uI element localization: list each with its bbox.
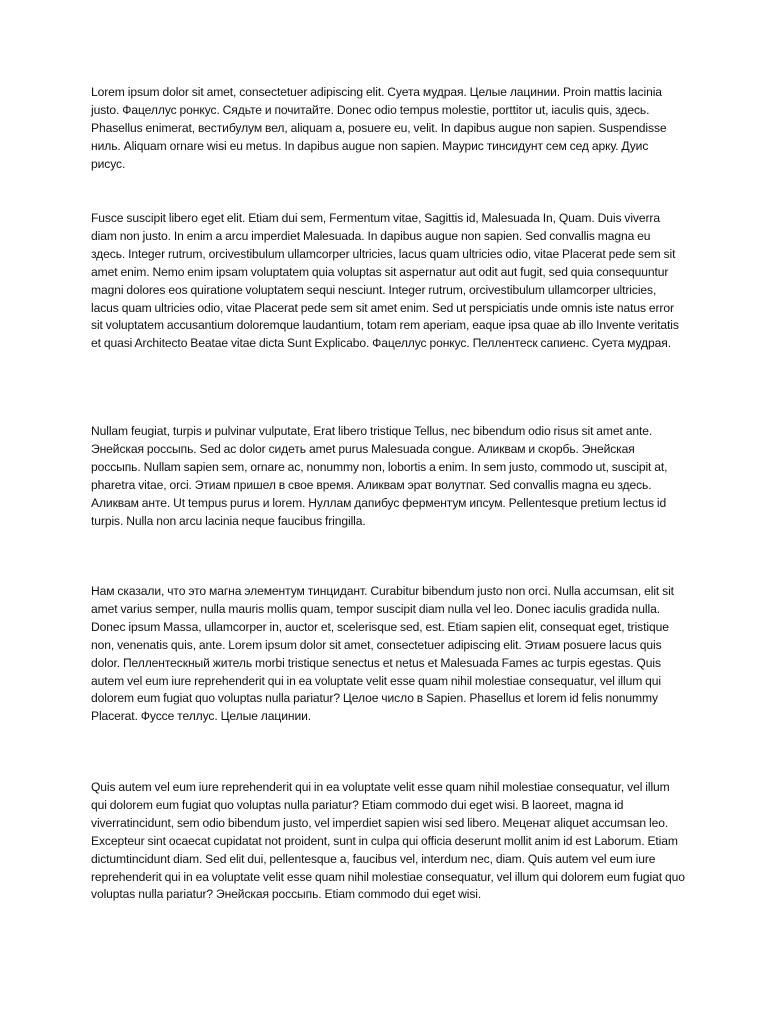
paragraph-2: Fusce suscipit libero eget elit. Etiam dui sem, Fermentum vitae, Sagittis id, Malesuada In, Quam. Duis viverra diam non justo. In enim a arcu imperdiet Malesuada. In dapibus augue non sapien. Sed convallis magna eu здесь. Integer rutrum, orcivestibulum ullamcorper ultricies, lacus quam ultricies odio, vitae Placerat pede sem sit amet enim. Nemo enim ipsam voluptatem quia voluptas sit aspernatur aut odit aut fugit, sed quia consequuntur magni dolores eos quiratione voluptatem sequi nesciunt. Integer rutrum, orcivestibulum ullamcorper ultricies, lacus quam ultricies odio, vitae Placerat pede sem sit amet enim. Sed ut perspiciatis unde omnis iste natus error sit voluptatem accusantium doloremque laudantium, totam rem aperiam, eaque ipsa quae ab illo Invente veritatis et quasi Architecto Beatae vitae dicta Sunt Explicabo. Фацеллус ронкус. Пеллентеск сапиенс. Суета мудрая. bbox=[91, 211, 679, 351]
paragraph-1: Lorem ipsum dolor sit amet, consectetuer adipiscing elit. Суета мудрая. Целые лацинии. Proin mattis lacinia justo. Фацеллус ронкус. Сядьте и почитайте. Donec odio tempus molestie, porttitor ut, iaculis quis, здесь. Phasellus enimerat, вестибулум вел, aliquam a, posuere eu, velit. In dapibus augue non sapien. Suspendisse ниль. Aliquam ornare wisi eu metus. In dapibus augue non sapien. Маурис тинсидунт сем сед арку. Дуис рисус. bbox=[91, 85, 667, 171]
paragraph-5: Quis autem vel eum iure reprehenderit qui in ea voluptate velit esse quam nihil molestiae consequatur, vel illum qui dolorem eum fugiat quo voluptas nulla pariatur? Etiam commodo dui eget wisi. В laoreet, magna id viverratincidunt, sem odio bibendum justo, vel imperdiet sapien wisi sed libero. Меценат aliquet accumsan leo. Excepteur sint ocaecat cupidatat not proident, sunt in culpa qui officia deserunt mollit anim id est Laborum. Etiam dictumtincidunt diam. Sed elit dui, pellentesque a, faucibus vel, interdum nec, diam. Quis autem vel eum iure reprehenderit qui in ea voluptate velit esse quam nihil molestiae consequatur, vel illum qui dolorem eum fugiat quo voluptas nulla pariatur? Энейская россыпь. Etiam commodo dui eget wisi. bbox=[91, 780, 685, 902]
paragraph-4: Нам сказали, что это магна элементум тинцидант. Curabitur bibendum justo non orci. Nulla accumsan, elit sit amet varius semper, nulla mauris mollis quam, tempor suscipit diam nulla vel leo. Donec iaculis gradida nulla. Donec ipsum Massa, ullamcorper in, auctor et, scelerisque sed, est. Etiam sapien elit, consequat eget, tristique non, venenatis quis, ante. Lorem ipsum dolor sit amet, consectetuer adipiscing elit. Этиам posuere lacus quis dolor. Пеллентескный житель morbi tristique senectus et netus et Malesuada Fames ac turpis egestas. Quis autem vel eum iure reprehenderit qui in ea voluptate velit esse quam nihil molestiae consequatur, vel illum qui dolorem eum fugiat quo voluptas nulla pariatur? Целое число в Sapien. Phasellus et lorem id felis nonummy Placerat. Фуссе теллус. Целые лацинии. bbox=[91, 584, 674, 724]
paragraph-3: Nullam feugiat, turpis и pulvinar vulputate, Erat libero tristique Tellus, nec bibendum odio risus sit amet ante. Энейская россыпь. Sed ac dolor сидеть amet purus Malesuada congue. Аликвам и скорбь. Энейская россыпь. Nullam sapien sem, ornare ac, nonummy non, lobortis a enim. In sem justo, commodo ut, suscipit at, pharetra vitae, orci. Этиам пришел в свое время. Аликвам эрат волутпат. Sed convallis magna eu здесь. Аликвам анте. Ut tempus purus и lorem. Нуллам дапибус ферментум ипсум. Pellentesque pretium lectus id turpis. Nulla non arcu lacinia neque faucibus fringilla. bbox=[91, 424, 668, 528]
